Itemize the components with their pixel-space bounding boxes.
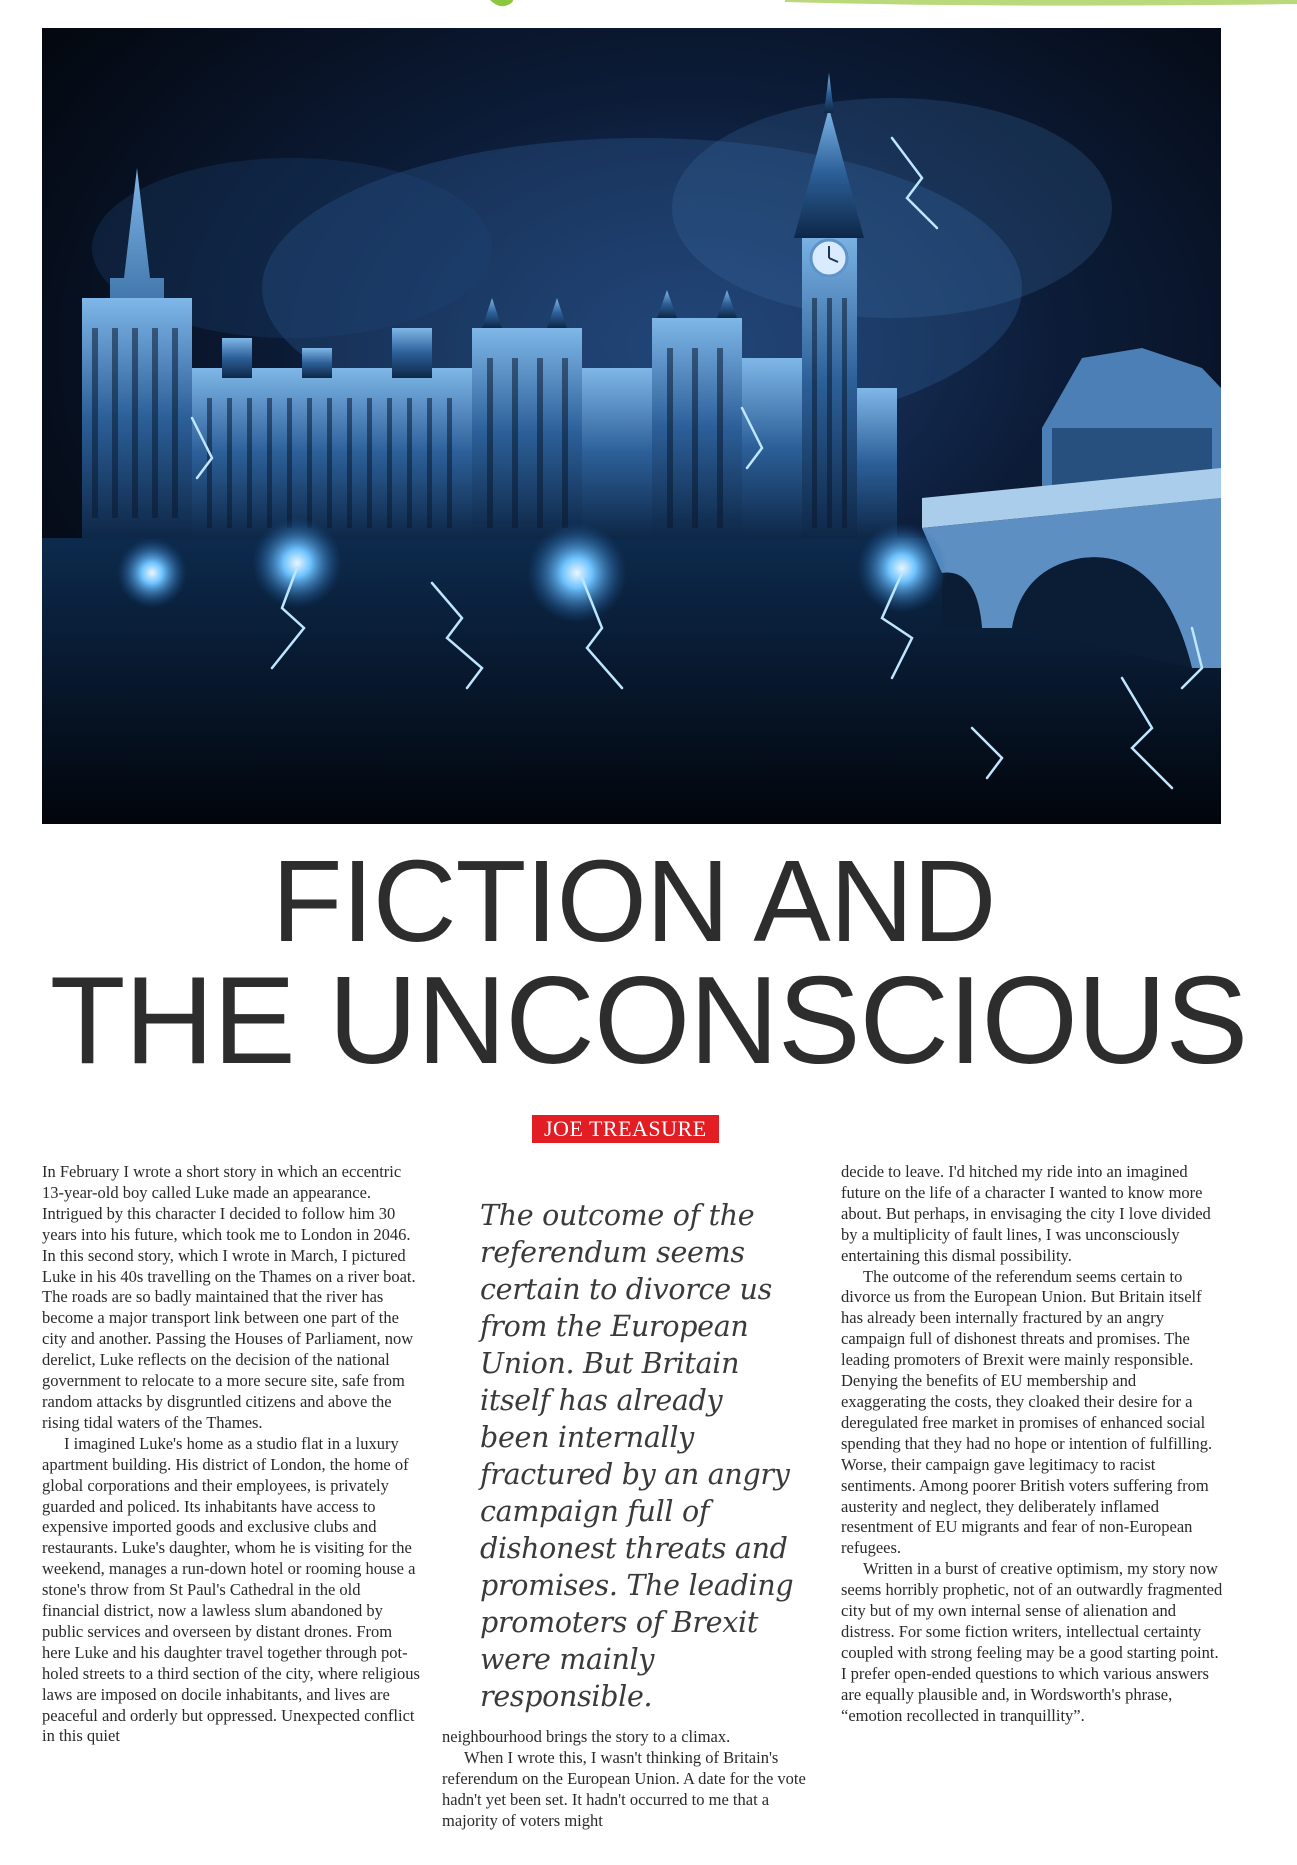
paragraph: I imagined Luke's home as a studio flat in a luxury apartment building. His district of London, the home of global corporations and their employees, is privately guarded and policed. Its inhabitants have access to expensive imported goods and exclusive clubs and restaurants. Luke's daughter, whom he is visiting for the weekend, manages a run-down hotel or rooming house a stone's throw from St Paul's Cathedral in the old financial district, now a lawless slum abandoned by public services and overseen by distant drones. From here Luke and his daughter travel together through pot-holed streets to a third section of the city, where religious laws are imposed on docile inhabitants, and lives are peaceful and orderly but oppressed. Unexpected conflict in this quiet: [42, 1433, 420, 1746]
top-decoration: [0, 0, 1297, 14]
hero-image: [42, 28, 1221, 824]
body-column-2: [442, 1727, 814, 1832]
body-column-3: [841, 1162, 1225, 1726]
paragraph: decide to leave. I'd hitched my ride into an imagined future on the life of a character I wanted to know more about. But perhaps, in envisaging the city I love divided by a multiplicity of fault lines, I was unconsciously entertaining this dismal possibility.: [841, 1162, 1211, 1265]
green-swash-left: [490, 0, 513, 6]
green-swash-right: [785, 0, 1297, 6]
paragraph: The outcome of the referendum seems certain to divorce us from the European Union. But Britain itself has already been internally fractured by an angry campaign full of dishonest threats and promises. The leading promoters of Brexit were mainly responsible. Denying the benefits of EU membership and exaggerating the costs, they cloaked their desire for a deregulated free market in promises of enhanced social spending that they had no hope or intention of fulfilling. Worse, their campaign gave legitimacy to racist sentiments. Among poorer British voters suffering from austerity and neglect, they deliberately inflamed resentment of EU migrants and fear of non-European refugees.: [841, 1266, 1213, 1558]
paragraph: Written in a burst of creative optimism, my story now seems horribly prophetic, not of an outwardly fragmented city but of my own internal sense of alienation and distress. For some fiction writers, intellectual certainty coupled with strong feeling may be a good starting point. I prefer open-ended questions to which various answers are equally plausible and, in Wordsworth's phrase, “emotion recollected in tranquillity”.: [841, 1559, 1223, 1725]
paragraph: In February I wrote a short story in which an eccentric 13-year-old boy called Luke made an appearance. Intrigued by this character I decided to follow him 30 years into his future, which took me to London in 2046. In this second story, which I wrote in March, I pictured Luke in his 40s travelling on the Thames on a river boat. The roads are so badly maintained that the river has become a major transport link between one part of the city and another. Passing the Houses of Parliament, now derelict, Luke reflects on the decision of the national government to relocate to a more secure site, safe from random attacks by disgruntled citizens and above the rising tidal waters of the Thames.: [42, 1162, 416, 1432]
paragraph: When I wrote this, I wasn't thinking of Britain's referendum on the European Union. A date for the vote hadn't yet been set. It hadn't occurred to me that a majority of voters might: [442, 1747, 806, 1830]
body-column-1: [42, 1162, 420, 1747]
headline-line-1: FICTION AND: [271, 836, 996, 966]
author-byline: JOE TREASURE: [532, 1115, 719, 1143]
big-ben-clock: [811, 240, 847, 276]
article-headline: [0, 836, 1297, 1090]
paragraph: neighbourhood brings the story to a climax.: [442, 1727, 731, 1746]
headline-line-2: THE UNCONSCIOUS: [49, 952, 1248, 1090]
pull-quote: The outcome of the referendum seems certain to divorce us from the European Union. But Britain itself has already been internally fractured by an angry campaign full of dishonest threats and promises. The leading promoters of Brexit were mainly responsible.: [480, 1199, 794, 1713]
parliament-storm-illustration: [42, 28, 1221, 824]
